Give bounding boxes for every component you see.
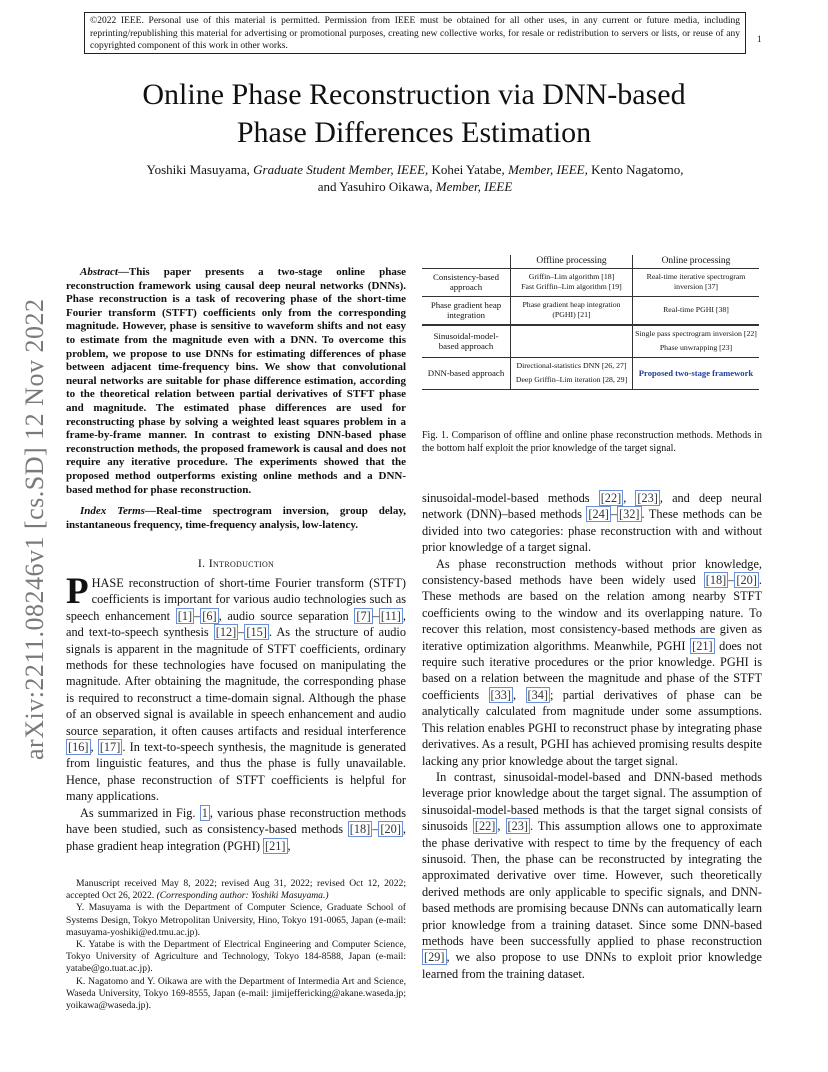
abstract [66, 266, 406, 497]
text-run: , various phase reconstruction methods have been studied, such as consistency-based methods [66, 805, 406, 837]
table-cell: Real-time PGHI [38] [633, 296, 760, 325]
citation-link[interactable]: [17] [99, 740, 121, 755]
author-1: Yoshiki Masuyama, [146, 162, 250, 177]
author-3: Kento Nagatomo, [591, 162, 684, 177]
table-row [422, 357, 759, 389]
text-run: . This assumption allows one to approximate the phase derivative with respect to time by the frequency of each sinusoid. Then, the phase can be reconstructed by integrating the approximated derivative over time. However, such theoretically derived methods are only applicable to specific signals, and DNN-based methods are promising because DNNs can automatically learn prior knowledge from a training dataset. Since some DNN-based methods have been successfully applied to phase reconstruction [422, 819, 762, 948]
footnote-masuyama: Y. Masuyama is with the Department of Computer Science, Graduate School of Systems Design, Tokyo Metropolitan University, Hino, Tokyo 191-0065, Japan (e-mail: masuyama-yoshiki@ed.tmu.ac.jp). [66, 902, 406, 938]
table-cell [633, 325, 760, 358]
table-corner [422, 255, 511, 268]
author-4: and Yasuhiro Oikawa, [317, 179, 433, 194]
author-2: Kohei Yatabe, [431, 162, 505, 177]
row-label: Sinusoidal-model-based approach [422, 325, 511, 358]
citation-link[interactable]: [29] [424, 950, 445, 965]
table-row [422, 268, 759, 296]
cell-text: Single pass spectrogram inversion [22] [635, 328, 757, 338]
section-heading: I. Introduction [197, 556, 275, 570]
text-run: . In text-to-speech synthesis, the magnitude is generated from linguistic features, and thus the phase is fully unavailable. Hence, phase reconstruction of STFT coefficients is helpful for many applications. [66, 740, 406, 804]
right-paragraph-2 [422, 556, 762, 769]
text-run: . As the structure of audio signals is apparent in the magnitude of STFT coefficients, ordinary methods for these technologies have focused on manipulating the magnitude. After obtaining the magnitude, the corresponding phase is required to reconstruct a time-domain signal. Although the phase of an observed signal is available in speech enhancement and audio source separation, it often causes artifacts and residual interference [66, 625, 406, 738]
footnotes [66, 878, 406, 1012]
abstract-label: Abstract [80, 266, 118, 278]
author-4-role: Member, IEEE [435, 179, 513, 194]
text-run: does not require such iterative procedures or the prior knowledge. PGHI is based on a relation between the magnitude and phase of the STFT coefficients [422, 638, 763, 702]
table-cell [511, 268, 633, 296]
intro-paragraph-2 [66, 805, 406, 854]
footnote-nagatomo-oikawa: K. Nagatomo and Y. Oikawa are with the Department of Intermedia Art and Science, Waseda University, Tokyo 169-8555, Japan (e-mail: jimijeffericking@akane.waseda.jp; yoikawa@waseda.jp). [66, 975, 406, 1012]
cell-text: Fast Griffin–Lim algorithm [19] [521, 282, 622, 291]
footnote-manuscript [66, 878, 406, 902]
citation-link[interactable]: [33] [490, 687, 512, 702]
text-run: , audio source separation [218, 608, 355, 623]
text-run: , [623, 491, 636, 505]
table-cell: Phase gradient heap integration (PGHI) [21] [511, 296, 633, 325]
right-column-text [422, 490, 762, 982]
index-terms [66, 505, 406, 532]
intro-text [66, 571, 406, 854]
citation-link[interactable]: [34] [527, 687, 548, 702]
citation-link[interactable]: [7] [356, 608, 371, 623]
text-run: , [513, 687, 526, 702]
author-list [90, 161, 740, 195]
citation-link[interactable]: [23] [507, 819, 528, 834]
text-run: – [238, 625, 245, 640]
title-line-2: Phase Differences Estimation [236, 116, 592, 149]
citation-link[interactable]: [24] [588, 507, 609, 522]
text-run: – [728, 573, 735, 588]
row-label: DNN-based approach [422, 357, 511, 389]
text-run: HASE reconstruction of short-time Fourier transform (STFT) coefficients is important for various audio technologies such as speech enhancement [66, 576, 406, 623]
text-run: In contrast, sinusoidal-model-based and DNN-based methods leverage prior knowledge about the target signal. The assumption of sinusoidal-model-based methods is that the target signal consists of sinusoids [422, 769, 762, 834]
citation-link[interactable]: [12] [215, 625, 237, 640]
cell-text: Deep Griffin–Lim iteration [28, 29] [515, 375, 628, 384]
citation-link[interactable]: [22] [600, 491, 622, 505]
column-offline: Offline processing [511, 255, 633, 268]
citation-link[interactable]: [6] [202, 608, 217, 623]
author-1-role: Graduate Student Member, IEEE, [253, 162, 429, 177]
page-number: 1 [757, 34, 762, 44]
text-run: , [90, 740, 98, 755]
abstract-text: —This paper presents a two-stage online phase reconstruction framework using causal deep neural networks (DNNs). Phase reconstruction is a task of recovering phase of the short-time Fourier transform (STFT) coefficients only from the corresponding magnitude. However, phase is sensitive to waveform shifts and not easy to estimate from the magnitude even with a DNN. To overcome this problem, we propose to use DNNs for estimating differences of phase between adjacent time-frequency bins. We show that convolutional neural networks are suitable for phase difference estimation, according to the theoretical relation between partial derivatives of STFT phase and magnitude. The estimated phase differences are used for reconstructing phase by solving a weighted least squares problem in a frame-by-frame manner. In contrast to existing DNN-based phase reconstruction methods, the proposed framework is causal and does not require any iterative procedure. The experiments showed that the proposed method outperforms existing online methods and a DNN-based method for phase reconstruction. [66, 266, 406, 496]
right-paragraph-1 [422, 490, 762, 556]
table-cell [511, 357, 633, 389]
text-run: . These methods can be divided into two categories: phase reconstruction with and without prior knowledge of a target signal. [422, 507, 762, 555]
proposed-method-cell: Proposed two-stage framework [633, 357, 760, 389]
citation-link[interactable]: [18] [705, 573, 727, 588]
citation-link[interactable]: [11] [380, 608, 401, 623]
footnote-yatabe: K. Yatabe is with the Department of Electrical Engineering and Computer Science, Tokyo University of Agriculture and Technology, Tokyo 184-8588, Japan (e-mail: yatabe@go.tuat.ac.jp). [66, 939, 406, 975]
citation-link[interactable]: [21] [692, 638, 713, 653]
author-2-role: Member, IEEE, [508, 162, 588, 177]
table-row [422, 325, 759, 358]
copyright-notice: ©2022 IEEE. Personal use of this material is permitted. Permission from IEEE must be obtained for all other uses, in any current or future media, including reprinting/republishing this material for advertising or promotional purposes, creating new collective works, for resale or redistribution to servers or lists, or reuse of any copyrighted component of this work in other works. [84, 12, 746, 54]
text-run: As summarized in Fig. [80, 805, 200, 820]
citation-link[interactable]: [18] [349, 822, 371, 837]
cell-text: Griffin–Lim algorithm [18] [528, 271, 615, 281]
text-run: – [194, 608, 201, 623]
title-line-1: Online Phase Reconstruction via DNN-based [142, 78, 686, 111]
citation-link[interactable]: [15] [246, 625, 267, 640]
text-run: As phase reconstruction methods without prior knowledge, consistency-based methods have been widely used [422, 556, 762, 588]
cell-text: Phase unwrapping [23] [659, 343, 733, 352]
index-terms-text: —Real-time spectrogram inversion, group delay, instantaneous frequency, time-frequency analysis, low-latency. [66, 505, 406, 531]
column-online: Online processing [633, 255, 760, 268]
citation-link[interactable]: [21] [265, 838, 286, 853]
index-terms-label: Index Terms [80, 505, 145, 517]
text-run: , [497, 819, 506, 834]
citation-link[interactable]: [20] [736, 573, 757, 588]
intro-paragraph-1 [66, 571, 406, 805]
text-run: Manuscript received May 8, 2022; revised Aug 31, 2022; revised Oct 12, 2022; accepted Oct 26, 2022. [66, 878, 406, 902]
text-run: (Corresponding author: Yoshiki Masuyama.) [156, 890, 329, 902]
table-cell [511, 325, 633, 358]
text-run: ; partial derivatives of phase can be analytically calculated from magnitude under some assumptions. This relation enables PGHI to reconstruct phase by integrating phase derivatives. As a result, PGHI has achieved promising results despite lacking any prior knowledge about the target signal. [422, 687, 762, 768]
text-run: , we also propose to use DNNs to exploit prior knowledge learned from the training dataset. [422, 950, 762, 981]
row-label: Phase gradient heap integration [422, 296, 511, 325]
table-row [422, 296, 759, 325]
text-run: , and text-to-speech synthesis [66, 608, 406, 640]
citation-link[interactable]: [1] [177, 608, 193, 623]
figure-caption: Fig. 1. Comparison of offline and online phase reconstruction methods. Methods in the bottom half exploit the prior knowledge of the target signal. [422, 430, 762, 454]
arxiv-identifier: arXiv:2211.08246v1 [cs.SD] 12 Nov 2022 [20, 298, 49, 760]
dropcap: P [66, 571, 89, 612]
text-run: – [372, 822, 379, 837]
paper-title [0, 76, 828, 152]
text-run: . These methods are based on the relation among nearby STFT coefficients owing to the window and its overlapping nature. To recover this relation, most consistency-based methods are given as iterative optimization algorithms. Meanwhile, PGHI [422, 573, 762, 653]
text-run: , phase gradient heap integration (PGHI) [66, 822, 406, 853]
citation-link[interactable]: [20] [380, 822, 401, 837]
citation-link[interactable]: [16] [68, 740, 89, 755]
citation-link[interactable]: [32] [619, 507, 640, 522]
citation-link[interactable]: [23] [637, 491, 658, 505]
text-run: , [287, 838, 291, 853]
comparison-table [422, 255, 759, 390]
text-run: – [372, 608, 379, 623]
table-cell: Real-time iterative spectrogram inversion [37] [633, 268, 760, 296]
figure-link[interactable]: 1 [201, 805, 208, 820]
row-label: Consistency-based approach [422, 268, 511, 296]
right-paragraph-3 [422, 769, 762, 982]
text-run: sinusoidal-model-based methods [422, 491, 599, 505]
text-run: – [610, 507, 618, 522]
cell-text: Directional-statistics DNN [26, 27] [516, 360, 627, 370]
citation-link[interactable]: [22] [474, 819, 496, 834]
text-run: , and deep neural network (DNN)–based methods [422, 491, 762, 522]
